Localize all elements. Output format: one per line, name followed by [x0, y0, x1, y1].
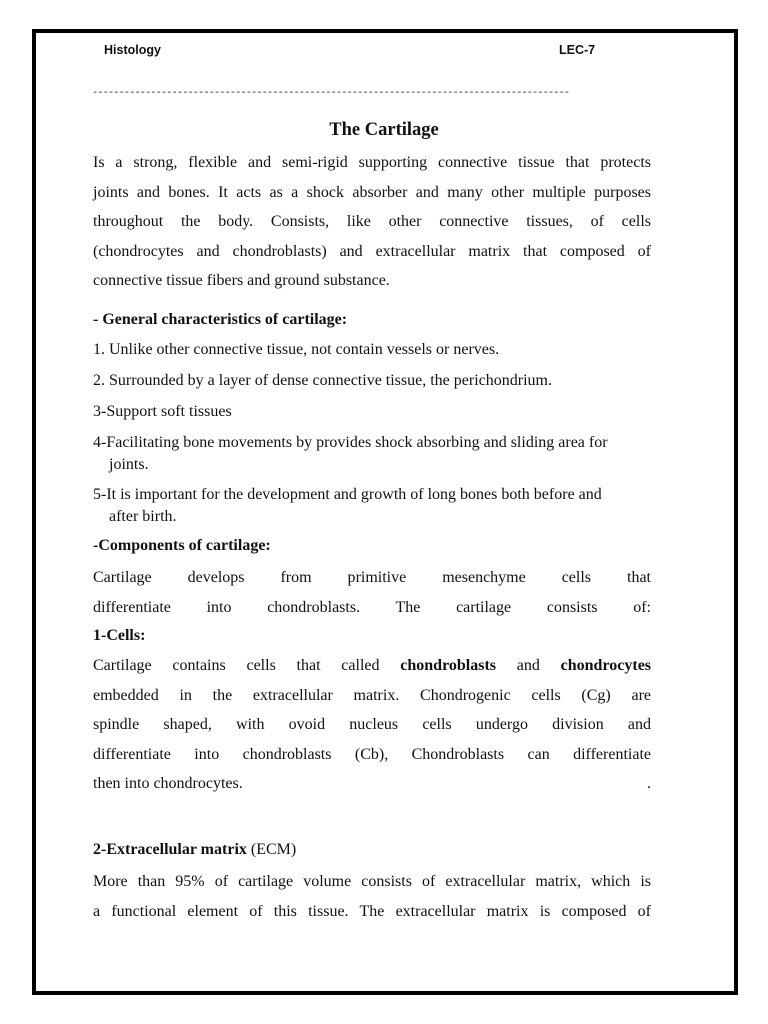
characteristic-continuation: joints.	[109, 455, 149, 473]
cells-last-text: then into chondrocytes.	[93, 775, 243, 792]
ecm-line: More than 95% of cartilage volume consists of extracellular matrix, which is	[93, 873, 651, 890]
cells-heading: 1-Cells:	[93, 627, 146, 644]
header-lecture-number: LEC-7	[559, 43, 596, 57]
characteristic-item	[93, 370, 683, 392]
cells-line-mid: and	[516, 657, 540, 674]
ecm-heading-bold: 2-Extracellular matrix	[93, 841, 247, 858]
term-chondrocytes: chondrocytes	[560, 657, 652, 674]
components-line: Cartilage develops from primitive mesenchyme cells that	[93, 569, 651, 586]
ecm-heading	[93, 839, 651, 861]
cells-line-start: Cartilage contains cells that called	[93, 657, 380, 674]
characteristic-item	[93, 432, 683, 475]
cells-line: embedded in the extracellular matrix. Chondrogenic cells (Cg) are	[93, 686, 651, 704]
components-paragraph	[93, 563, 651, 622]
components-heading: -Components of cartilage:	[93, 537, 271, 554]
intro-line: connective tissue fibers and ground substance.	[93, 272, 390, 289]
cells-line	[93, 769, 651, 799]
term-chondroblasts: chondroblasts	[400, 657, 497, 674]
intro-paragraph	[93, 148, 651, 296]
characteristic-item	[93, 401, 683, 423]
cells-trailing-dot: .	[647, 775, 651, 792]
characteristic-text: 2. Surrounded by a layer of dense connective tissue, the perichondrium.	[93, 372, 552, 389]
header-dashed-rule: ------------------------------------------------------------------------------------------	[92, 87, 570, 99]
characteristic-text: 3-Support soft tissues	[93, 403, 232, 420]
characteristic-text: 5-It is important for the development and growth of long bones both before and	[93, 486, 602, 503]
ecm-paragraph	[93, 867, 651, 926]
header-subject: Histology	[104, 43, 161, 57]
intro-line: joints and bones. It acts as a shock absorber and many other multiple purposes	[93, 183, 651, 201]
ecm-heading-abbrev: (ECM)	[246, 841, 297, 858]
characteristic-item	[93, 339, 683, 361]
page-title: The Cartilage	[329, 120, 439, 140]
cells-line: spindle shaped, with ovoid nucleus cells undergo division and	[93, 716, 651, 733]
intro-line: (chondrocytes and chondroblasts) and extracellular matrix that composed of	[93, 242, 651, 260]
characteristic-text: 1. Unlike other connective tissue, not contain vessels or nerves.	[93, 341, 500, 358]
cells-line: differentiate into chondroblasts (Cb), Chondroblasts can differentiate	[93, 745, 651, 763]
cells-paragraph	[93, 651, 651, 799]
cells-line	[93, 651, 651, 681]
intro-line: throughout the body. Consists, like other connective tissues, of cells	[93, 213, 651, 230]
components-line: differentiate into chondroblasts. The cartilage consists of:	[93, 598, 651, 616]
ecm-line: a functional element of this tissue. The extracellular matrix is composed of	[93, 902, 651, 920]
characteristic-item	[93, 484, 683, 527]
characteristic-continuation: after birth.	[109, 507, 177, 525]
general-characteristics-heading: - General characteristics of cartilage:	[93, 311, 348, 328]
intro-line: Is a strong, flexible and semi-rigid supporting connective tissue that protects	[93, 154, 651, 171]
characteristic-text: 4-Facilitating bone movements by provides shock absorbing and sliding area for	[93, 434, 608, 451]
